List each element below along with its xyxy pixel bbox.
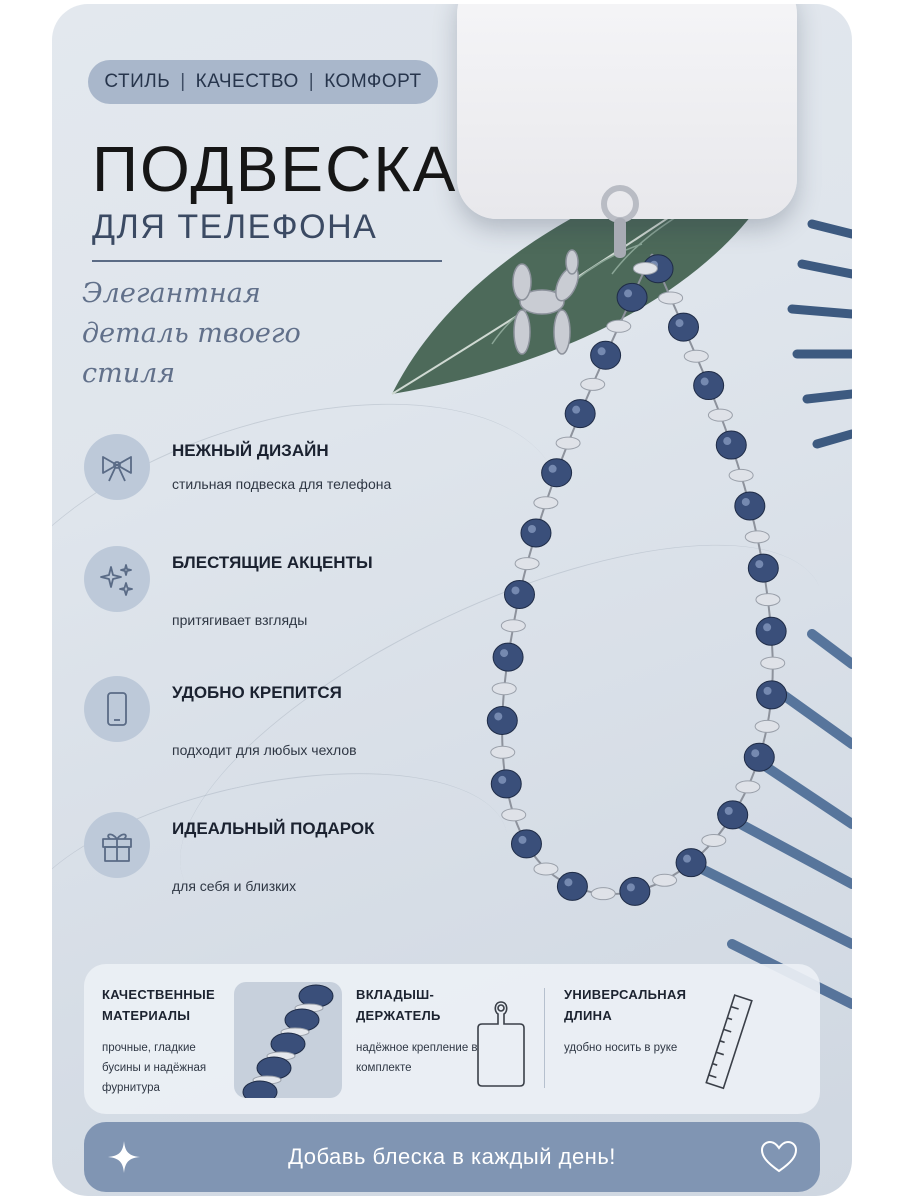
bead xyxy=(542,459,572,487)
info-panel xyxy=(84,964,820,1114)
bead-highlight xyxy=(701,378,709,386)
bead xyxy=(676,849,706,877)
rhinestone-spacer xyxy=(755,720,779,732)
bead-highlight xyxy=(500,649,508,657)
feature-item xyxy=(84,546,384,646)
rhinestone-spacer xyxy=(607,320,631,332)
feature-title: УДОБНО КРЕПИТСЯ xyxy=(172,683,342,702)
bead-highlight xyxy=(598,347,606,355)
rhinestone-spacer xyxy=(684,350,708,362)
feature-desc: для себя и близких xyxy=(172,878,297,894)
bead-highlight xyxy=(498,776,506,784)
bead xyxy=(487,706,517,734)
feature-item xyxy=(84,676,384,776)
beads-closeup-image xyxy=(234,982,342,1098)
bead-highlight xyxy=(764,687,772,695)
feature-item xyxy=(84,812,384,912)
bead-highlight xyxy=(624,289,632,297)
rhinestone-spacer xyxy=(581,378,605,390)
tagline-item: СТИЛЬ xyxy=(104,71,171,92)
feature-desc: стильная подвеска для телефона xyxy=(172,476,392,492)
bead-highlight xyxy=(763,623,771,631)
bead-highlight xyxy=(511,586,519,594)
bead-highlight xyxy=(518,836,526,844)
rhinestone-spacer xyxy=(736,781,760,793)
sparkle-icon xyxy=(106,1139,142,1175)
bead xyxy=(557,872,587,900)
bead-highlight xyxy=(627,883,635,891)
feature-title: НЕЖНЫЙ ДИЗАЙН xyxy=(172,441,329,460)
cta-text: Добавь блеска в каждый день! xyxy=(288,1144,616,1169)
closeup-bead xyxy=(285,1009,319,1031)
closeup-bead xyxy=(257,1057,291,1079)
info-title: УНИВЕРСАЛЬНАЯ ДЛИНА xyxy=(564,987,687,1023)
tagline-item: КОМФОРТ xyxy=(324,71,422,92)
info-col-length xyxy=(564,984,704,1058)
product-subtitle: ДЛЯ ТЕЛЕФОНА xyxy=(92,208,378,246)
rhinestone-spacer xyxy=(534,497,558,509)
bead xyxy=(748,554,778,582)
bead-highlight xyxy=(572,406,580,414)
info-col-materials xyxy=(102,984,232,1098)
feature-title: БЛЕСТЯЩИЕ АКЦЕНТЫ xyxy=(172,553,373,572)
rhinestone-spacer xyxy=(633,262,657,274)
rhinestone-spacer xyxy=(492,683,516,695)
info-title: КАЧЕСТВЕННЫЕ МАТЕРИАЛЫ xyxy=(102,987,215,1023)
feature-desc: притягивает взгляды xyxy=(172,612,308,628)
rhinestone-spacer xyxy=(653,874,677,886)
rhinestone-spacer xyxy=(659,292,683,304)
bead xyxy=(511,830,541,858)
bead xyxy=(617,283,647,311)
rhinestone-spacer xyxy=(702,834,726,846)
bead-highlight xyxy=(683,855,691,863)
rhinestone-spacer xyxy=(745,531,769,543)
bead xyxy=(718,801,748,829)
bead xyxy=(491,770,521,798)
rhinestone-spacer xyxy=(708,409,732,421)
bead-highlight xyxy=(725,807,733,815)
product-card xyxy=(52,4,852,1196)
bow-icon xyxy=(84,434,150,500)
heart-icon xyxy=(760,1140,798,1174)
script-line: Элегантная xyxy=(82,278,261,309)
rhinestone-spacer xyxy=(556,437,580,449)
bead xyxy=(716,431,746,459)
product-title: ПОДВЕСКА xyxy=(92,133,458,205)
script-slogan xyxy=(82,274,412,394)
bead-highlight xyxy=(742,498,750,506)
bead-highlight xyxy=(676,319,684,327)
bead xyxy=(744,743,774,771)
info-desc: прочные, гладкие бусины и надёжная фурнитура xyxy=(102,1042,207,1094)
bead xyxy=(504,580,534,608)
bead xyxy=(757,681,787,709)
gift-icon xyxy=(84,812,150,878)
info-desc: надёжное крепление в комплекте xyxy=(356,1042,478,1074)
bead-highlight xyxy=(751,749,759,757)
bead xyxy=(756,617,786,645)
closeup-bead xyxy=(271,1033,305,1055)
bead-highlight xyxy=(549,465,557,473)
bead xyxy=(521,519,551,547)
tagline-separator: | xyxy=(308,71,315,92)
bead xyxy=(620,877,650,905)
ruler-icon xyxy=(700,992,760,1092)
feature-item xyxy=(84,434,392,534)
bead xyxy=(735,492,765,520)
bead xyxy=(565,400,595,428)
rhinestone-spacer xyxy=(761,657,785,669)
closeup-bead xyxy=(299,985,333,1007)
bead xyxy=(591,341,621,369)
rhinestone-spacer xyxy=(515,558,539,570)
info-divider xyxy=(544,988,545,1088)
bead-highlight xyxy=(564,878,572,886)
tagline-item: КАЧЕСТВО xyxy=(195,71,299,92)
sparkles-icon xyxy=(84,546,150,612)
info-desc: удобно носить в руке xyxy=(564,1042,678,1054)
script-line: деталь твоего xyxy=(82,318,301,349)
tagline-separator: | xyxy=(180,71,186,92)
holder-icon xyxy=(476,998,526,1088)
rhinestone-spacer xyxy=(591,888,615,900)
bead xyxy=(694,372,724,400)
feature-title: ИДЕАЛЬНЫЙ ПОДАРОК xyxy=(172,819,375,838)
rhinestone-spacer xyxy=(756,594,780,606)
bead-highlight xyxy=(494,712,502,720)
rhinestone-spacer xyxy=(729,469,753,481)
bead xyxy=(669,313,699,341)
cta-banner xyxy=(84,1122,820,1192)
rhinestone-spacer xyxy=(502,809,526,821)
rhinestone-spacer xyxy=(534,863,558,875)
bead-charm-image xyxy=(442,174,802,954)
info-col-holder xyxy=(356,984,484,1078)
script-line: стиля xyxy=(82,358,176,389)
title-divider xyxy=(92,260,442,262)
rhinestone-spacer xyxy=(491,746,515,758)
tagline-pill xyxy=(88,60,438,104)
bead-highlight xyxy=(723,437,731,445)
rhinestone-spacer xyxy=(501,620,525,632)
feature-desc: подходит для любых чехлов xyxy=(172,742,357,758)
phone-icon xyxy=(84,676,150,742)
info-title: ВКЛАДЫШ-ДЕРЖАТЕЛЬ xyxy=(356,987,441,1023)
bead-highlight xyxy=(755,560,763,568)
bead-highlight xyxy=(528,525,536,533)
bead xyxy=(493,643,523,671)
